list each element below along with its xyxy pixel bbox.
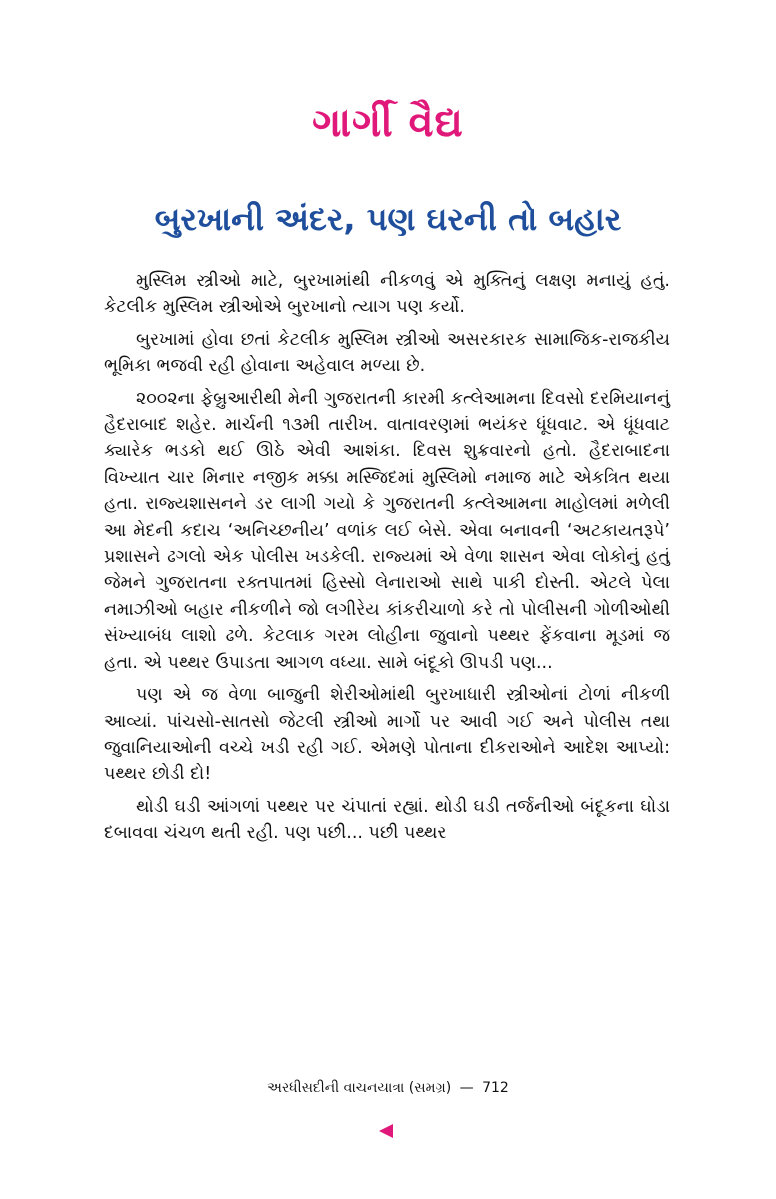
paragraph: બુરખામાં હોવા છતાં કેટલીક મુસ્લિમ સ્ત્રીઓ અસરકારક સામાજિક-રાજકીય ભૂમિકા ભજવી રહી હોવાના અહેવાલ મળ્યા છે. xyxy=(104,329,670,377)
page-footer xyxy=(0,1080,776,1096)
paragraph: પણ એ જ વેળા બાજુની શેરીઓમાંથી બુરખાધારી સ્ત્રીઓનાં ટોળાં નીકળી આવ્યાં. પાંચસો-સાતસો જેટલી સ્ત્રીઓ માર્ગો પર આવી ગઈ અને પોલીસ તથા જુવાનિયાઓની વચ્ચે ખડી રહી ગઈ. એમણે પોતાના દીકરાઓને આદેશ આપ્યો: પથ્થર છોડી દો! xyxy=(104,685,670,785)
paragraph: ૨૦૦૨ના ફેબ્રુઆરીથી મેની ગુજરાતની કારમી કત્લેઆમના દિવસો દરમિયાનનું હૈદરાબાદ શહેર. માર્ચની ૧૩મી તારીખ. વાતાવરણમાં ભયંકર ધૂંધવાટ. એ ધૂંધવાટ ક્યારેક ભડકો થઈ ઊઠે એવી આશંકા. દિવસ શુક્રવારનો હતો. હૈદરાબાદના વિખ્યાત ચાર મિનાર નજીક મક્કા મસ્જિદમાં મુસ્લિમો નમાજ માટે એકત્રિત થયા હતા. રાજ્યશાસનને ડર લાગી ગયો કે ગુજરાતની કત્લેઆમના માહોલમાં મળેલી આ મેદની કદાચ ‘અનિચ્છનીય’ વળાંક લઈ બેસે. એવા બનાવની ‘અટકાયતરૂપે’ પ્રશાસને ઢગલો એક પોલીસ ખડકેલી. રાજ્યમાં એ વેળા શાસન એવા લોકોનું હતું જેમને ગુજરાતના રક્તપાતમાં હિસ્સો લેનારાઓ સાથે પાકી દોસ્તી. એટલે પેલા નમાઝીઓ બહાર નીકળીને જો લગીરેય કાંકરીચાળો કરે તો પોલીસની ગોળીઓથી સંખ્યાબંધ લાશો ઢળે. કેટલાક ગરમ લોહીના જુવાનો પથ્થર ફેંકવાના મૂડમાં જ હતા. એ પથ્થર ઉપાડતા આગળ વધ્યા. સામે બંદૂકો ઊપડી પણ... xyxy=(104,388,670,673)
author-name: ગાર્ગી વૈદ્ય xyxy=(312,100,464,146)
book-title: અરધીસદીની વાચનયાત્રા (સમગ્ર) xyxy=(267,1080,452,1096)
previous-page-arrow-icon[interactable] xyxy=(379,1124,393,1138)
paragraph: થોડી ઘડી આંગળાં પથ્થર પર ચંપાતાં રહ્યાં. થોડી ઘડી તર્જનીઓ બંદૂકના ઘોડા દબાવવા ચંચળ થતી રહી. પણ પછી... પછી પથ્થર xyxy=(104,796,670,844)
chapter-title: બુરખાની અંદર, પણ ઘરની તો બહાર xyxy=(154,200,622,238)
paragraph: મુસ્લિમ સ્ત્રીઓ માટે, બુરખામાંથી નીકળવું એ મુક્તિનું લક્ષણ મનાયું હતું. કેટલીક મુસ્લિમ સ્ત્રીઓએ બુરખાનો ત્યાગ પણ કર્યો. xyxy=(104,271,670,318)
footer-separator: — xyxy=(459,1080,474,1096)
body-text xyxy=(104,268,670,853)
page-number: 712 xyxy=(482,1080,509,1096)
